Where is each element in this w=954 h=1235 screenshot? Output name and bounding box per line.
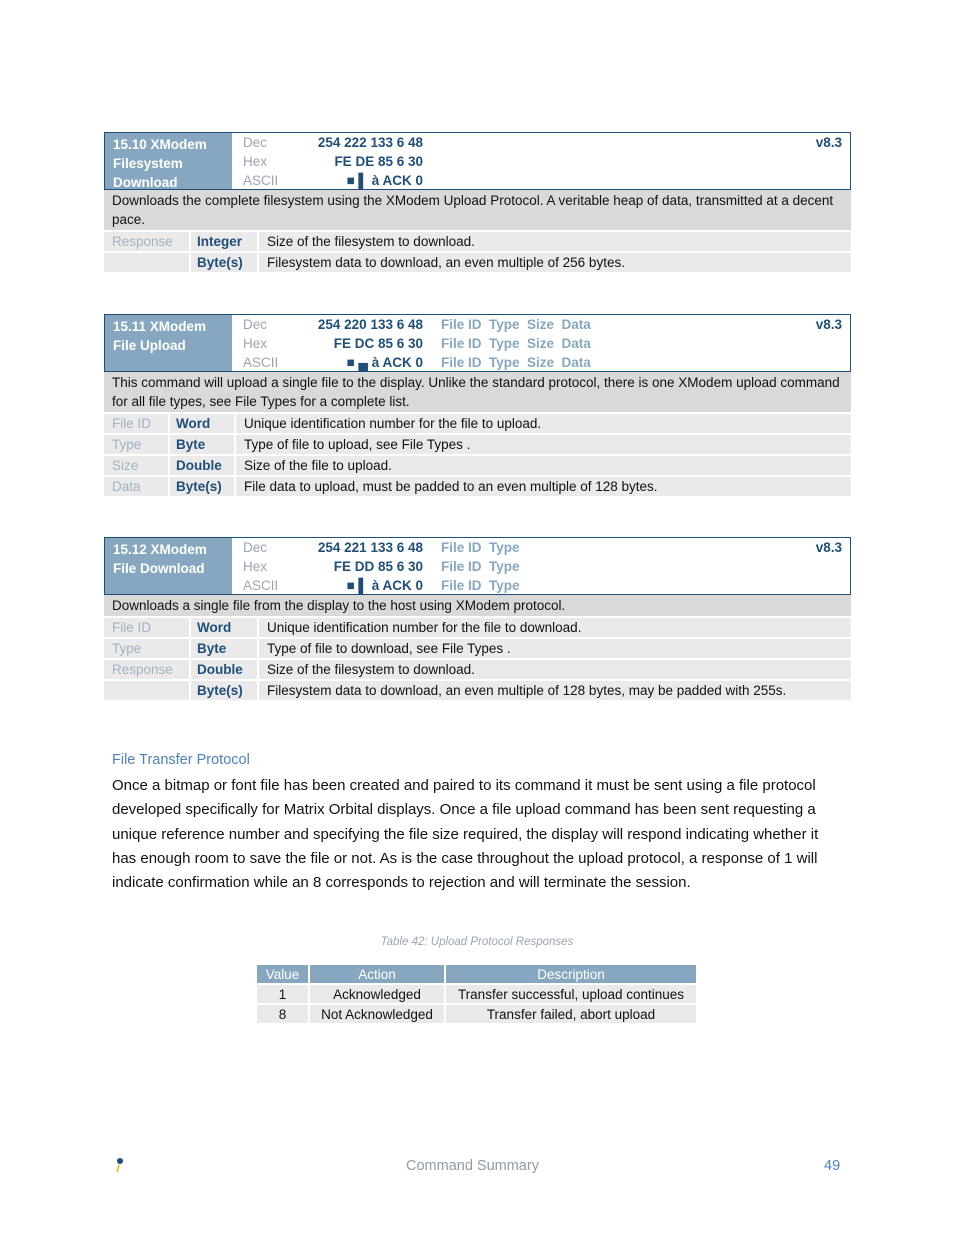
param-name: File ID bbox=[112, 620, 152, 635]
upload-protocol-responses-table bbox=[255, 963, 698, 1025]
param-list: File ID Type bbox=[441, 578, 520, 593]
hex-value: FE DE 85 6 30 bbox=[334, 154, 423, 169]
cell-action: Not Acknowledged bbox=[310, 1005, 444, 1023]
param-desc: Type of file to upload, see File Types . bbox=[234, 435, 851, 454]
param-desc: Type of file to download, see File Types . bbox=[257, 639, 851, 658]
param-name: Response bbox=[112, 234, 173, 249]
param-type: Byte(s) bbox=[189, 681, 257, 700]
dec-value: 254 221 133 6 48 bbox=[317, 540, 423, 555]
dec-label: Dec bbox=[243, 317, 268, 332]
matrix-orbital-logo-icon bbox=[114, 1157, 124, 1173]
param-type: Integer bbox=[189, 232, 257, 251]
param-desc: Filesystem data to download, an even multiple of 256 bytes. bbox=[257, 253, 851, 272]
column-header-action: Action bbox=[310, 965, 444, 983]
param-type: Byte(s) bbox=[168, 477, 234, 496]
version-badge: v8.3 bbox=[815, 135, 842, 150]
ascii-label: ASCII bbox=[243, 578, 279, 593]
cell-value: 1 bbox=[257, 985, 308, 1003]
dec-label: Dec bbox=[243, 540, 268, 555]
dec-value: 254 222 133 6 48 bbox=[317, 135, 423, 150]
command-header bbox=[104, 314, 851, 371]
param-list: File ID Type Size Data bbox=[441, 336, 591, 351]
param-row bbox=[104, 454, 851, 475]
hex-value: FE DD 85 6 30 bbox=[333, 559, 423, 574]
param-type: Byte(s) bbox=[189, 253, 257, 272]
param-name: Type bbox=[112, 437, 142, 452]
hex-label: Hex bbox=[243, 559, 268, 574]
command-title: 15.11 XModem File Upload bbox=[105, 315, 232, 371]
param-row bbox=[104, 230, 851, 251]
ascii-value: ■ ▌ à ACK 0 bbox=[346, 578, 423, 593]
version-badge: v8.3 bbox=[815, 317, 842, 332]
param-type: Byte bbox=[168, 435, 234, 454]
param-desc: Size of the filesystem to download. bbox=[257, 232, 851, 251]
section-title: File Transfer Protocol bbox=[112, 752, 250, 768]
hex-label: Hex bbox=[243, 154, 268, 169]
command-description: Downloads the complete filesystem using the XModem Upload Protocol. A veritable heap of data, transmitted at a decent pace. bbox=[104, 189, 851, 230]
ascii-value: ■ ▄ à ACK 0 bbox=[346, 355, 423, 370]
footer-title: Command Summary bbox=[406, 1158, 539, 1174]
command-header bbox=[104, 537, 851, 594]
param-row bbox=[104, 679, 851, 700]
param-type: Word bbox=[168, 414, 234, 433]
param-type: Byte bbox=[189, 639, 257, 658]
hex-label: Hex bbox=[243, 336, 268, 351]
column-header-value: Value bbox=[257, 965, 308, 983]
ascii-label: ASCII bbox=[243, 355, 279, 370]
hex-value: FE DC 85 6 30 bbox=[333, 336, 423, 351]
command-description: This command will upload a single file to the display. Unlike the standard protocol, there is one XModem upload command for all file types, see File Types for a complete list. bbox=[104, 371, 851, 412]
param-type: Double bbox=[189, 660, 257, 679]
param-row bbox=[104, 616, 851, 637]
param-name: Data bbox=[112, 479, 141, 494]
param-desc: Filesystem data to download, an even multiple of 128 bytes, may be padded with 255s. bbox=[257, 681, 851, 700]
param-list: File ID Type Size Data bbox=[441, 355, 591, 370]
body-paragraph: Once a bitmap or font file has been created and paired to its command it must be sent using a file protocol developed specifically for Matrix Orbital displays. Once a file upload command has been sent requesting a unique reference number and specifying the file size required, the display will respond indicating whether it has enough room to save the file or not. As is the case throughout the upload protocol, a response of 1 will indicate confirmation while an 8 corresponds to rejection and will terminate the session. bbox=[112, 777, 819, 892]
ascii-value: ■ ▌ à ACK 0 bbox=[346, 173, 423, 188]
param-name: Response bbox=[112, 662, 173, 677]
param-desc: Size of the file to upload. bbox=[234, 456, 851, 475]
param-list: File ID Type bbox=[441, 559, 520, 574]
table-row bbox=[257, 1005, 696, 1023]
param-name: File ID bbox=[112, 416, 152, 431]
param-list: File ID Type Size Data bbox=[441, 317, 591, 332]
command-block-filesystem-download bbox=[104, 132, 851, 272]
cell-action: Acknowledged bbox=[310, 985, 444, 1003]
ascii-label: ASCII bbox=[243, 173, 279, 188]
param-name bbox=[104, 253, 189, 272]
command-block-file-upload bbox=[104, 314, 851, 496]
param-type: Word bbox=[189, 618, 257, 637]
table-caption: Table 42: Upload Protocol Responses bbox=[380, 936, 574, 948]
table-row bbox=[257, 985, 696, 1003]
param-desc: Size of the filesystem to download. bbox=[257, 660, 851, 679]
cell-description: Transfer failed, abort upload bbox=[446, 1005, 696, 1023]
param-row bbox=[104, 637, 851, 658]
version-badge: v8.3 bbox=[815, 540, 842, 555]
param-list: File ID Type bbox=[441, 540, 520, 555]
cell-value: 8 bbox=[257, 1005, 308, 1023]
command-description: Downloads a single file from the display to the host using XModem protocol. bbox=[104, 594, 851, 616]
param-row bbox=[104, 658, 851, 679]
command-title: 15.12 XModem File Download bbox=[105, 538, 232, 594]
param-row bbox=[104, 251, 851, 272]
command-header bbox=[104, 132, 851, 189]
command-block-file-download bbox=[104, 537, 851, 700]
page-number: 49 bbox=[824, 1158, 841, 1174]
param-desc: Unique identification number for the file to upload. bbox=[234, 414, 851, 433]
param-type: Double bbox=[168, 456, 234, 475]
table-header-row bbox=[257, 965, 696, 983]
param-name: Type bbox=[112, 641, 142, 656]
param-desc: Unique identification number for the file to download. bbox=[257, 618, 851, 637]
dec-label: Dec bbox=[243, 135, 268, 150]
param-name: Size bbox=[112, 458, 139, 473]
param-desc: File data to upload, must be padded to an even multiple of 128 bytes. bbox=[234, 477, 851, 496]
column-header-description: Description bbox=[446, 965, 696, 983]
param-row bbox=[104, 412, 851, 433]
param-name bbox=[104, 681, 189, 700]
command-title: 15.10 XModem Filesystem Download bbox=[105, 133, 232, 189]
param-row bbox=[104, 433, 851, 454]
dec-value: 254 220 133 6 48 bbox=[317, 317, 423, 332]
param-row bbox=[104, 475, 851, 496]
cell-description: Transfer successful, upload continues bbox=[446, 985, 696, 1003]
